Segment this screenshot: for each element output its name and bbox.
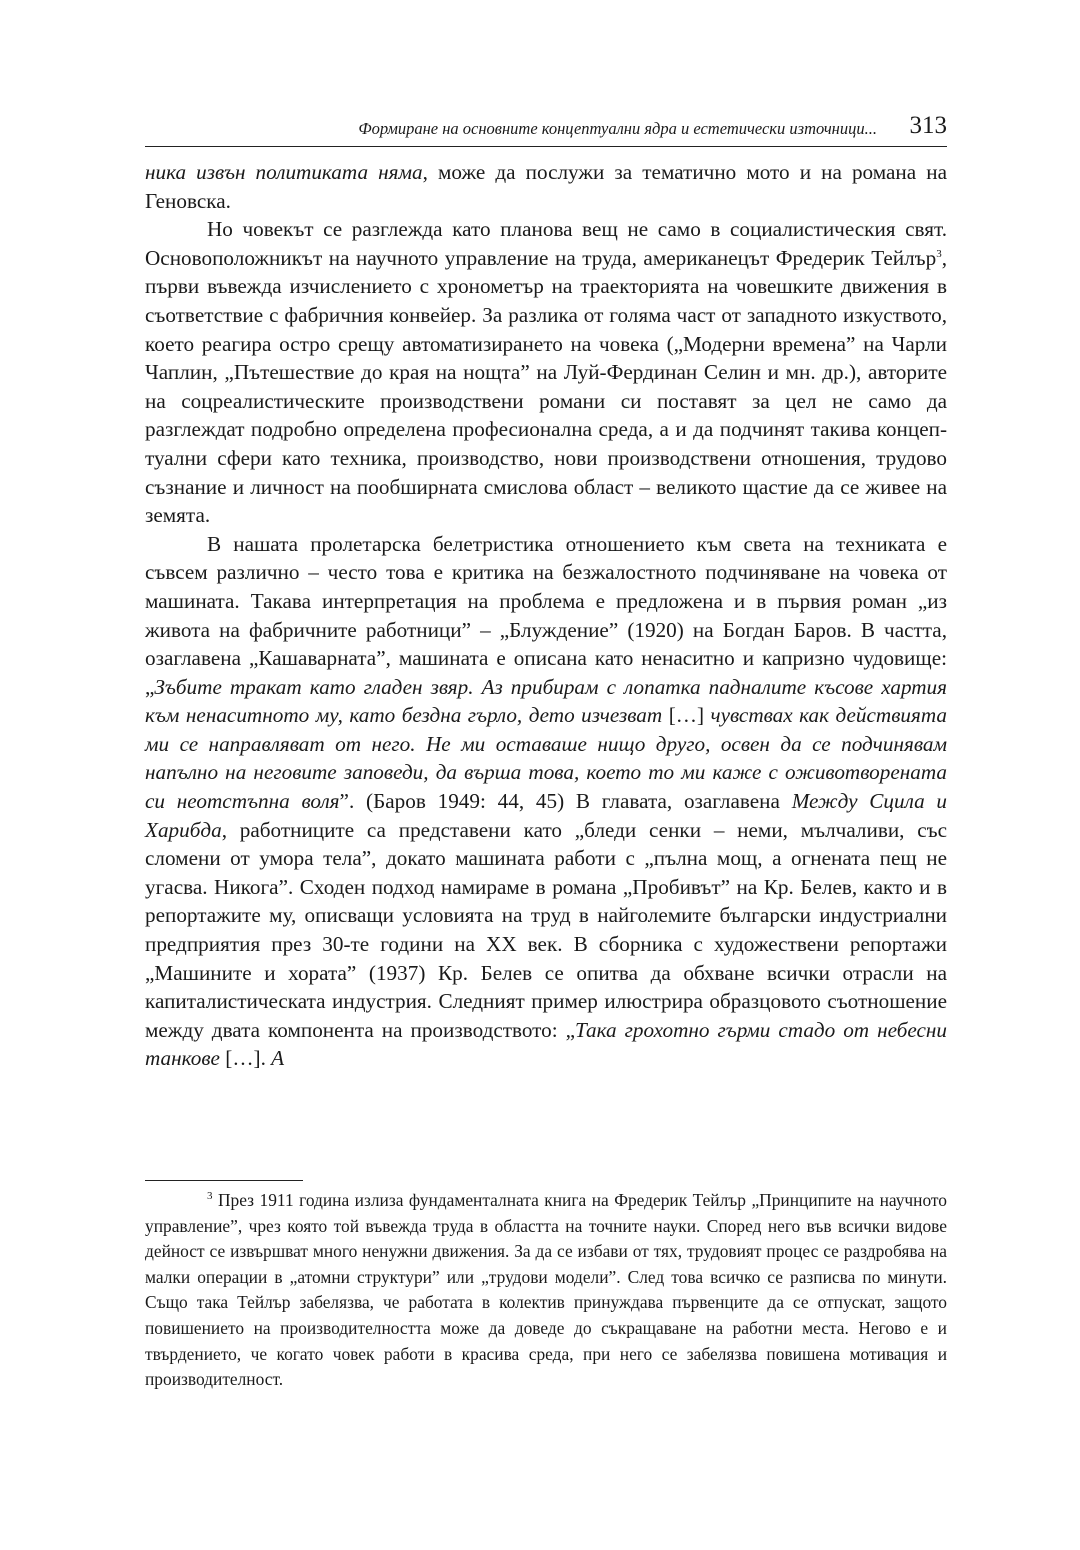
page-number: 313 xyxy=(909,112,947,139)
text-run: , може да послужи за тематично мото и на романа на Геновска. xyxy=(145,160,947,213)
footnote-divider xyxy=(145,1180,303,1181)
italic-run: чувствах как действията ми се направляват от него. Не ми оставаше нищо друго, освен да се подчинявам напълно на неговите заповеди, да върша това, което то ми каже с оживотворената си неотстъпна воля xyxy=(145,703,947,814)
paragraph-3 xyxy=(145,530,947,1073)
italic-run: Между Сцила и Харибда xyxy=(145,789,948,842)
footnote-3 xyxy=(145,1188,947,1393)
running-title: Формиране на основните концептуални ядра и естетически източници... xyxy=(358,119,877,138)
text-run: , първи въвежда изчислението с хронометър на траекторията на човешките движения в съответствие с фабричния конвейер. За разлика от голяма част от западното изкуството, което реагира остро срещу автоматизирането на човека („Модерни времена” на Чарли Чаплин, „Пътешествие до края на нощта” на Луй-Фердинан Селин и мн. др.), авторите на соцреалистическите производствени романи си поставят за цел не само да разглеждат подробно определена професионална среда, а и да подчинят такива концептуални сфери като техника, производство, нови производствени отношения, трудово съзнание и личност на пообширната смислова област – великото щастие да се живее на земята. xyxy=(145,245,947,528)
text-run: […]. xyxy=(219,1046,272,1071)
paragraph-2 xyxy=(145,215,947,530)
italic-run: ника извън политиката няма xyxy=(145,160,423,184)
italic-run: Така грохотно гърми стадо от небесни танкове xyxy=(145,1017,947,1071)
text-run: , работниците са представени като „бледи сенки – неми, мълчаливи, със сломени от умора тела”, докато машината работи с „пълна мощ, а огнената пещ не угасва. Никога”. Сходен подход намираме в романа „Пробивът” на Кр. Белев, както и в репортажите му, описващи условията на труд в найголемите български индустриални предприятия през 30-те години на XX век. В сборника с художествени репортажи „Машините и хората” (1937) Кр. Белев се опитва да обхване всички отрасли на капиталистическата индустрия. Следният пример илюстрира образцовото съотношение между двата компонента на производството: „ xyxy=(145,817,947,1042)
running-header xyxy=(145,112,947,147)
footnote-text: През 1911 година излиза фундаменталната книга на Фредерик Тейлър „Принципите на научното управление”, чрез която той въвежда труда в областта на точните науки. Според него във всички видове дейност се извършват много ненужни движения. За да се избави от тях, трудовият процес се раздробява на малки операции в „атомни структури” или „трудови модели”. След това всичко се разписва по минути. Също така Тейлър забелязва, че работата в колектив принуждава първенците да се отпускат, защото повишението на производителността може да доведе до съкращаване на работни места. Негово е и твърдението, че когато човек работи в красива среда, при него се забелязва повишена мотивация и производителност. xyxy=(145,1190,947,1390)
text-run: В нашата пролетарска белетристика отношението към света на техниката е съвсем различно – често това е критика на безжалостното подчиняване на човека от машината. Такава интерпретация на проблема е предложена и в първия роман „из живота на фабричните работници” – „Блуждение” (1920) на Богдан Баров. В частта, озаглавена „Кашаварната”, машината е описана като ненаситно и капризно чудовище: „ xyxy=(145,531,947,699)
text-run: […] xyxy=(662,703,711,728)
footnote-reference: 3 xyxy=(936,247,942,260)
main-text xyxy=(145,158,947,1073)
footnotes xyxy=(145,1188,947,1393)
text-run: Но човекът се разглежда като планова вещ не само в социалистическия свят. Основоположникът на научното управление на труда, американецът Фредерик Тейлър xyxy=(145,217,947,270)
text-run: ”. (Баров 1949: 44, 45) В главата, озаглавена xyxy=(339,789,792,814)
footnote-marker: 3 xyxy=(207,1190,213,1203)
italic-run: А xyxy=(271,1046,285,1071)
italic-run: Зъбите тракат като гладен звяр. Аз прибирам с лопатка падналите късове хартия към ненаситното му, като бездна гърло, дето изчезват xyxy=(145,674,947,728)
paragraph-1 xyxy=(145,158,947,215)
